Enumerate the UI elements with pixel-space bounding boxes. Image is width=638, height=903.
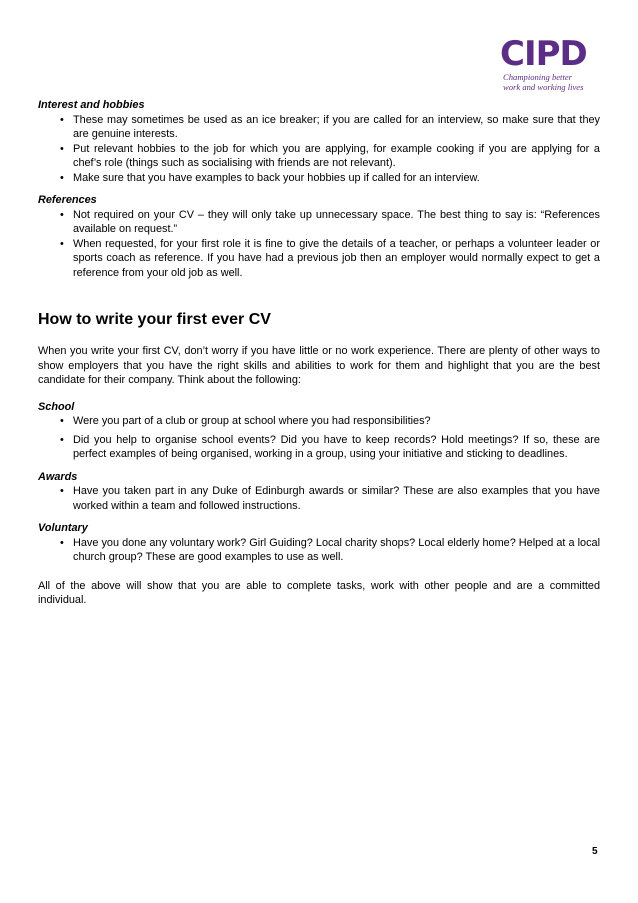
interest-list [38,113,600,186]
list-item: • Did you help to organise school events? Did you have to keep records? Hold meetings? If so, these are perfect examples of being organised, working in a group, using your initiative and sticking to deadlines. [38,433,600,462]
page-number: 5 [592,846,598,857]
school-list [38,414,600,462]
list-item: • Make sure that you have examples to back your hobbies up if called for an interview. [38,171,600,186]
list-item: • When requested, for your first role it is fine to give the details of a teacher, or perhaps a volunteer leader or sports coach as reference. If you have had a previous job then an employer would normally expect to get a reference from your old job as well. [38,237,600,281]
logo-tagline-line2: work and working lives [503,82,584,92]
cipd-logo [500,36,610,98]
logo-tagline-line1: Championing better [503,72,572,82]
intro-paragraph: When you write your first CV, don’t worry if you have little or no work experience. There are plenty of other ways to show employers that you have the right skills and abilities to work for them and highlight that you are the best candidate for their company. Think about the following: [38,345,600,386]
school-section [38,400,600,462]
references-list [38,208,600,281]
references-section [38,193,600,280]
list-item: • Put relevant hobbies to the job for which you are applying, for example cooking if you are applying for a chef’s role (things such as socialising with friends are not relevant). [38,142,600,171]
page-content [38,98,600,608]
interest-heading: Interest and hobbies [38,99,145,111]
section-title: How to write your first ever CV [38,311,271,328]
references-heading: References [38,194,97,206]
closing-paragraph: All of the above will show that you are able to complete tasks, work with other people and are a committed individual. [38,579,600,606]
awards-list [38,484,600,513]
list-item: • Were you part of a club or group at school where you had responsibilities? [38,414,600,429]
list-item: • Have you done any voluntary work? Girl Guiding? Local charity shops? Local elderly home? Helped at a local church group? These are good examples to use as well. [38,536,600,565]
voluntary-heading: Voluntary [38,522,88,534]
list-item: • These may sometimes be used as an ice breaker; if you are called for an interview, so make sure that they are genuine interests. [38,113,600,142]
interest-section [38,98,600,185]
list-item: • Have you taken part in any Duke of Edinburgh awards or similar? These are also examples that you have worked within a team and followed instructions. [38,484,600,513]
awards-section [38,470,600,514]
awards-heading: Awards [38,470,78,483]
logo-wordmark: CIPD [500,34,587,74]
school-heading: School [38,400,75,413]
voluntary-list [38,536,600,565]
voluntary-section [38,521,600,565]
list-item: • Not required on your CV – they will only take up unnecessary space. The best thing to say is: “References available on request.” [38,208,600,237]
